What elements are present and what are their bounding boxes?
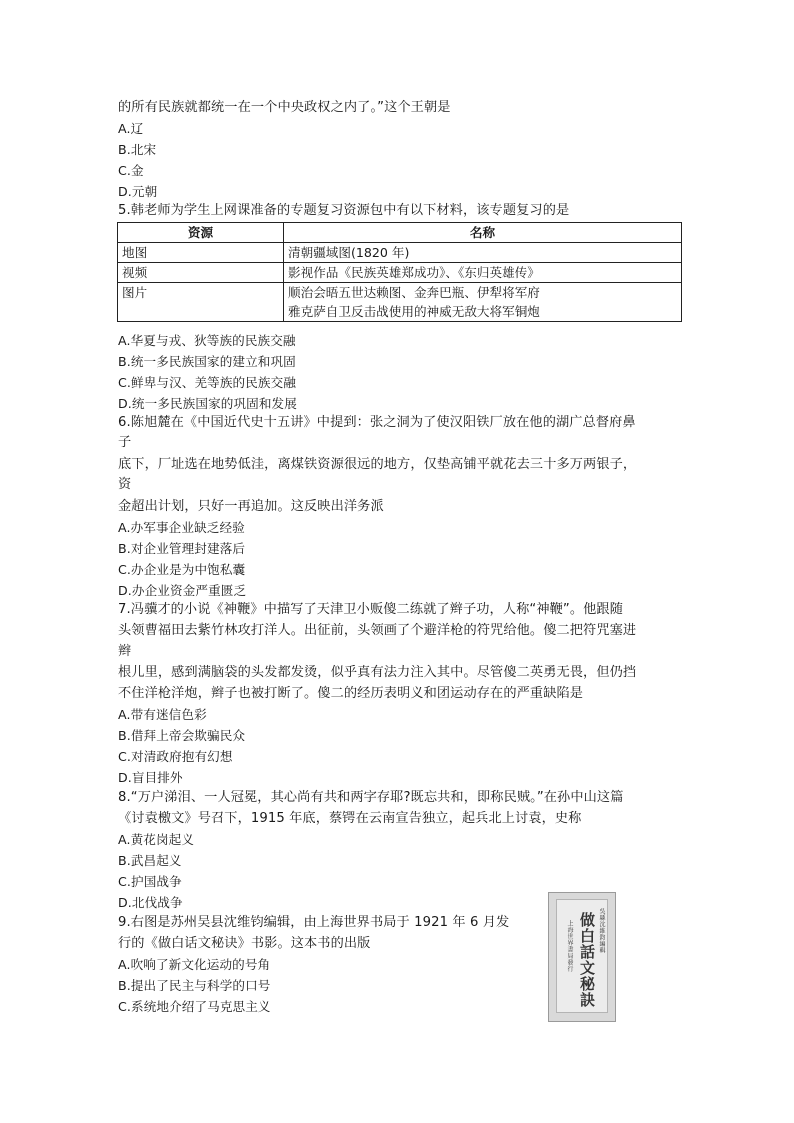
q8-option-b: B.武昌起义 (118, 853, 182, 868)
table-header-resource: 资源 (118, 223, 284, 243)
table-header-row (118, 223, 682, 243)
table-cell: 清朝疆域图(1820 年) (284, 243, 682, 263)
table-cell: 地图 (118, 243, 284, 263)
q4-option-b: B.北宋 (118, 142, 157, 157)
table-cell: 影视作品《民族英雄郑成功》、《东归英雄传》 (284, 263, 682, 283)
q9-stem-line: 行的《做白话文秘诀》书影。这本书的出版 (118, 936, 371, 951)
q6-option-d: D.办企业资金严重匮乏 (118, 583, 247, 598)
q4-stem-continuation: 的所有民族就都统一在一个中央政权之内了。”这个王朝是 (118, 100, 451, 115)
book-title: 做白話文秘訣 (578, 912, 596, 1008)
q8-option-a: A.黄花岗起义 (118, 832, 195, 847)
table-row (118, 243, 682, 263)
q8-stem-line: 《讨袁檄文》号召下，1915 年底，蔡锷在云南宣告独立，起兵北上讨袁，史称 (118, 811, 582, 826)
table-header-name: 名称 (284, 223, 682, 243)
q7-stem-line: 不住洋枪洋炮，辫子也被打断了。傻二的经历表明义和团运动存在的严重缺陷是 (118, 686, 584, 701)
q4-option-c: C.金 (118, 163, 144, 178)
table-row (118, 283, 682, 322)
q5-option-a: A.华夏与戎、狄等族的民族交融 (118, 333, 296, 348)
q9-option-a: A.吹响了新文化运动的号角 (118, 957, 271, 972)
q6-stem-line: 子 (118, 435, 132, 450)
q6-stem-line: 底下，厂址选在地势低洼，离煤铁资源很远的地方，仅垫高铺平就花去三十多万两银子， (118, 457, 637, 472)
q6-option-b: B.对企业管理封建落后 (118, 541, 246, 556)
table-cell-multiline (284, 283, 682, 322)
q6-option-c: C.办企业是为中饱私囊 (118, 562, 246, 577)
q7-stem-line: 7.冯骥才的小说《神鞭》中描写了天津卫小贩傻二练就了辫子功，人称“神鞭”。他跟随 (118, 602, 623, 617)
q7-option-d: D.盲目排外 (118, 770, 183, 785)
book-cover-image (548, 892, 616, 1022)
book-cover-panel (556, 899, 608, 1013)
q5-option-c: C.鲜卑与汉、羌等族的民族交融 (118, 375, 297, 390)
q9-stem-line: 9.右图是苏州吴县沈维钧编辑，由上海世界书局于 1921 年 6 月发 (118, 915, 510, 930)
q8-stem-line: 8.“万户涕泪、一人冠冕，其心尚有共和两字存耶?既忘共和，即称民贼。”在孙中山这篇 (118, 790, 624, 805)
q7-stem-line: 头领曹福田去紫竹林攻打洋人。出征前，头领画了个避洋枪的符咒给他。傻二把符咒塞进 (118, 623, 637, 638)
q5-option-d: D.统一多民族国家的巩固和发展 (118, 396, 297, 411)
book-author: 吳縣沈維鈞編輯 (598, 908, 605, 954)
q6-stem-line: 6.陈旭麓在《中国近代史十五讲》中提到：张之洞为了使汉阳铁厂放在他的湖广总督府鼻 (118, 415, 636, 430)
q8-option-d: D.北伐战争 (118, 895, 183, 910)
q4-option-d: D.元朝 (118, 184, 158, 199)
table-cell-line: 雅克萨自卫反击战使用的神威无敌大将军铜炮 (288, 304, 540, 319)
q5-stem: 5.韩老师为学生上网课准备的专题复习资源包中有以下材料，该专题复习的是 (118, 203, 570, 218)
q7-option-b: B.借拜上帝会欺骗民众 (118, 728, 246, 743)
q4-option-a: A.辽 (118, 121, 144, 136)
q6-stem-line: 金超出计划，只好一再追加。这反映出洋务派 (118, 499, 384, 514)
q5-resource-table (117, 222, 682, 322)
q5-option-b: B.统一多民族国家的建立和巩固 (118, 354, 296, 369)
table-cell: 图片 (118, 283, 284, 322)
book-publisher: 上海世界書局發行 (566, 920, 573, 972)
q7-stem-line: 根儿里，感到满脑袋的头发都发烫，似乎真有法力注入其中。尽管傻二英勇无畏，但仍挡 (118, 665, 637, 680)
table-cell-line: 顺治会晤五世达赖图、金奔巴瓶、伊犁将军府 (288, 285, 540, 300)
q8-option-c: C.护国战争 (118, 874, 182, 889)
q7-option-c: C.对清政府抱有幻想 (118, 749, 233, 764)
q9-option-b: B.提出了民主与科学的口号 (118, 978, 271, 993)
q6-stem-line: 资 (118, 477, 132, 492)
q7-option-a: A.带有迷信色彩 (118, 707, 207, 722)
table-cell: 视频 (118, 263, 284, 283)
table-row (118, 263, 682, 283)
q6-option-a: A.办军事企业缺乏经验 (118, 520, 245, 535)
q7-stem-line: 辫 (118, 644, 132, 659)
q9-option-c: C.系统地介绍了马克思主义 (118, 999, 271, 1014)
